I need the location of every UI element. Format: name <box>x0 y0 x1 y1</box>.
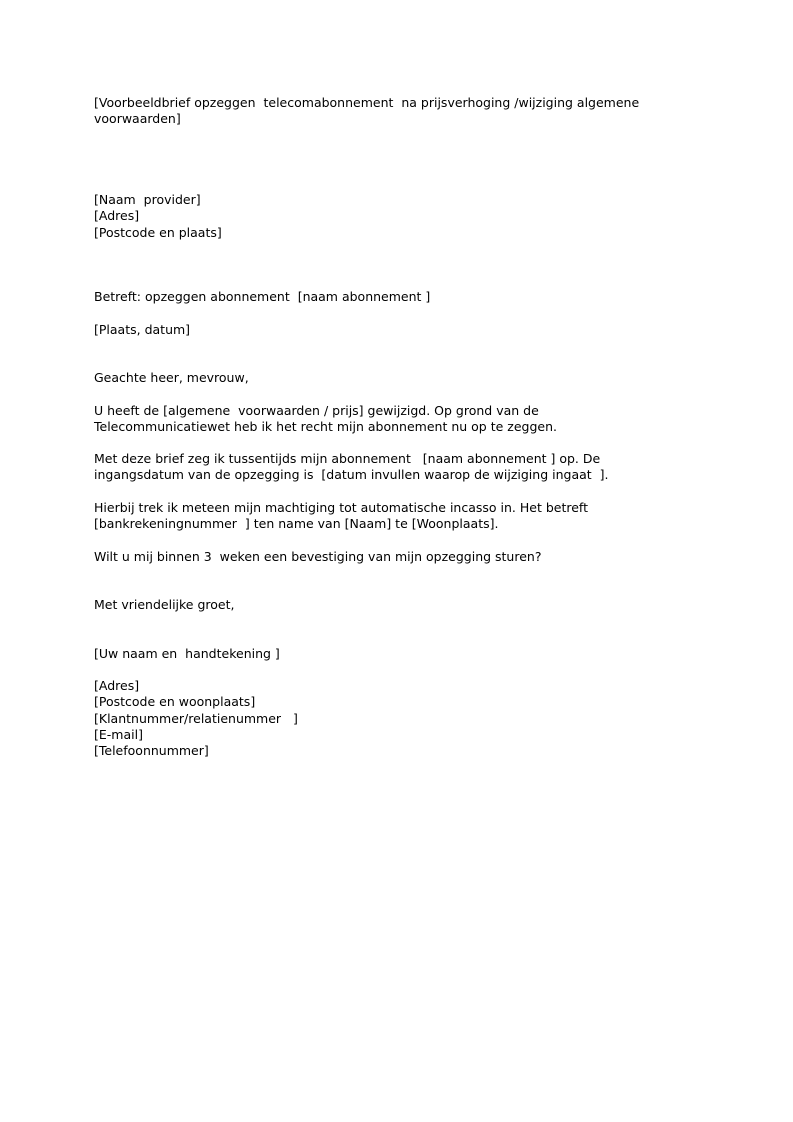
paragraph-1-line-2: Telecommunicatiewet heb ik het recht mijn abonnement nu op te zeggen. <box>94 419 557 434</box>
sender-name-signature: [Uw naam en handtekening ] <box>94 646 280 661</box>
letter-heading-line-2: voorwaarden] <box>94 111 181 126</box>
letter-heading-line-1: [Voorbeeldbrief opzeggen telecomabonnement na prijsverhoging /wijziging algemene <box>94 95 640 110</box>
subject-line: Betreft: opzeggen abonnement [naam abonnement ] <box>94 289 431 304</box>
sender-address: [Adres] <box>94 678 140 693</box>
recipient-postcode-city: [Postcode en plaats] <box>94 225 222 240</box>
paragraph-3-line-2: [bankrekeningnummer ] ten name van [Naam] te [Woonplaats]. <box>94 516 499 531</box>
sender-customer-number: [Klantnummer/relatienummer ] <box>94 711 298 726</box>
paragraph-2-line-2: ingangsdatum van de opzegging is [datum invullen waarop de wijziging ingaat ]. <box>94 467 609 482</box>
closing: Met vriendelijke groet, <box>94 597 235 612</box>
paragraph-1-line-1: U heeft de [algemene voorwaarden / prijs] gewijzigd. Op grond van de <box>94 403 539 418</box>
paragraph-2-line-1: Met deze brief zeg ik tussentijds mijn abonnement [naam abonnement ] op. De <box>94 451 601 466</box>
paragraph-4: Wilt u mij binnen 3 weken een bevestiging van mijn opzegging sturen? <box>94 549 542 564</box>
sender-email: [E-mail] <box>94 727 143 742</box>
recipient-name: [Naam provider] <box>94 192 201 207</box>
recipient-address: [Adres] <box>94 208 140 223</box>
salutation: Geachte heer, mevrouw, <box>94 370 249 385</box>
place-date: [Plaats, datum] <box>94 322 191 337</box>
paragraph-3-line-1: Hierbij trek ik meteen mijn machtiging tot automatische incasso in. Het betreft <box>94 500 588 515</box>
sender-postcode-city: [Postcode en woonplaats] <box>94 694 256 709</box>
sender-phone: [Telefoonnummer] <box>94 743 209 758</box>
